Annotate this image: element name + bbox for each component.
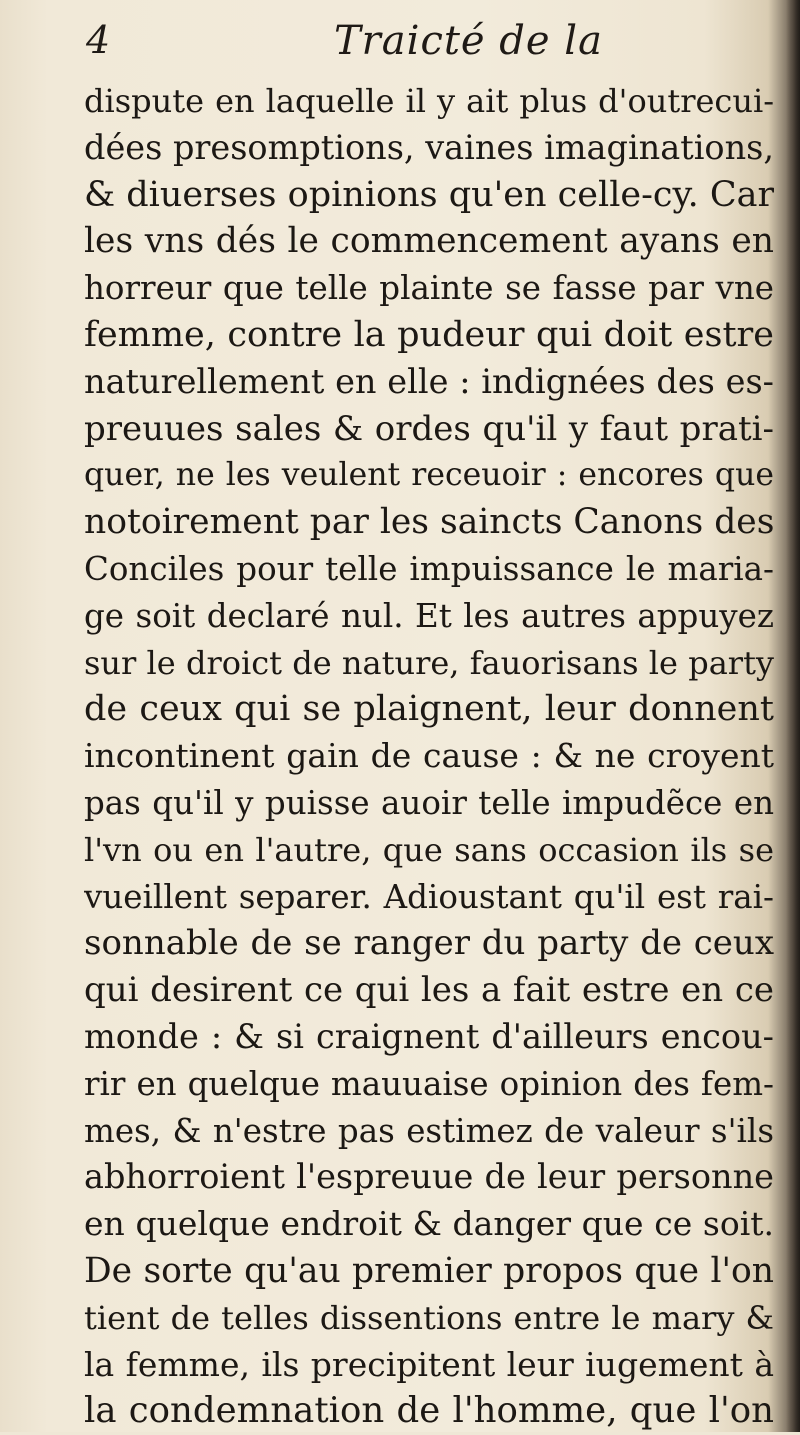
text-line: & diuerses opinions qu'en celle-cy. Car (84, 174, 774, 215)
text-line: horreur que telle plainte se fasse par vne (84, 269, 774, 308)
page-number: 4 (86, 18, 111, 62)
text-line: rir en quelque mauuaise opinion des fem- (84, 1064, 774, 1103)
text-line: les vns dés le commencement ayans en (84, 221, 774, 262)
text-line: Conciles pour telle impuissance le maria- (84, 549, 774, 588)
body-text (84, 78, 774, 1435)
text-line: qui desirent ce qui les a fait estre en ce (84, 970, 774, 1011)
page-gutter-shadow (786, 0, 800, 1432)
text-line: pas qu'il y puisse auoir telle impudẽce en (84, 783, 774, 822)
text-line: dées presomptions, vaines imaginations, (84, 127, 774, 167)
page-header (86, 18, 786, 70)
text-line: mes, & n'estre pas estimez de valeur s'ils (84, 1111, 774, 1150)
text-line: la condemnation de l'homme, que l'on (84, 1390, 774, 1432)
text-line: en quelque endroit & danger que ce soit. (84, 1204, 774, 1244)
text-line: sur le droict de nature, fauorisans le party (84, 643, 774, 682)
text-line: notoirement par les saincts Canons des (84, 502, 774, 543)
text-line: dispute en laquelle il y ait plus d'outrecui- (84, 82, 774, 120)
text-line: preuues sales & ordes qu'il y faut prati- (84, 408, 774, 449)
running-head: Traicté de la (334, 18, 603, 64)
text-line: ge soit declaré nul. Et les autres appuyez (84, 596, 774, 635)
text-line: naturellement en elle : indignées des es- (84, 361, 774, 401)
text-line: De sorte qu'au premier propos que l'on (84, 1250, 774, 1291)
text-line: incontinent gain de cause : & ne croyent (84, 736, 774, 776)
text-line: sonnable de se ranger du party de ceux (84, 923, 774, 964)
text-line: tient de telles dissentions entre le mary & (84, 1298, 774, 1337)
text-line: la femme, ils precipitent leur iugement à (84, 1344, 774, 1384)
text-line: femme, contre la pudeur qui doit estre (84, 314, 774, 355)
text-line: de ceux qui se plaignent, leur donnent (84, 689, 774, 730)
text-line: l'vn ou en l'autre, que sans occasion ils se (84, 830, 774, 869)
text-line: monde : & si craignent d'ailleurs encou- (84, 1016, 774, 1056)
text-line: abhorroient l'espreuue de leur personne (84, 1157, 774, 1197)
text-line: vueillent separer. Adioustant qu'il est rai- (84, 877, 774, 916)
text-line: quer, ne les veulent receuoir : encores que (84, 457, 774, 494)
